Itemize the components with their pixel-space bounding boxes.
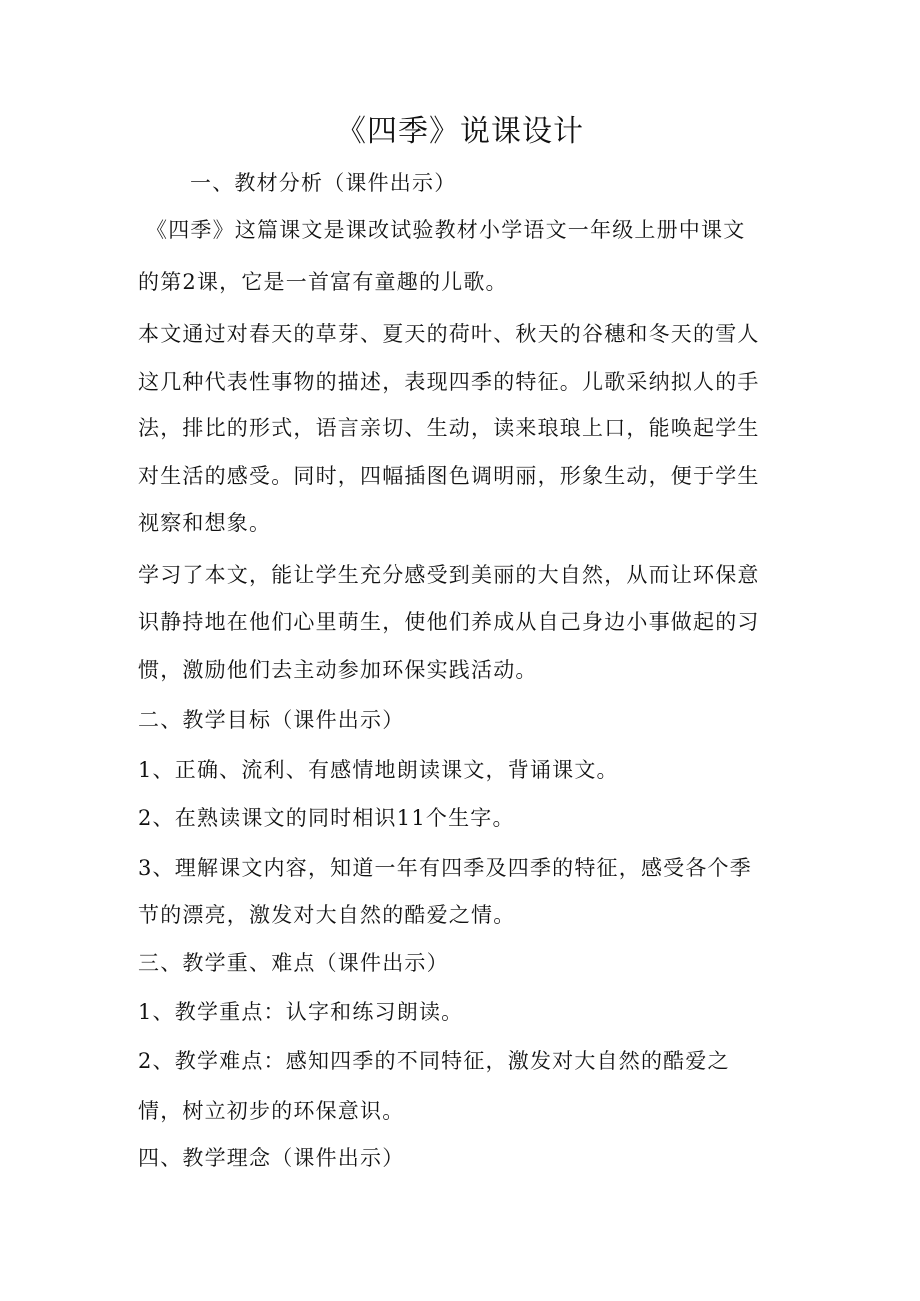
paragraph-line: 学习了本文，能让学生充分感受到美丽的大自然，从而让环保意 xyxy=(138,563,760,587)
list-item: 3、理解课文内容，知道一年有四季及四季的特征，感受各个季 xyxy=(138,856,752,880)
section-heading-textbook-analysis: 一、教材分析（课件出示） xyxy=(190,171,457,195)
paragraph-line: 本文通过对春天的草芽、夏天的荷叶、秋天的谷穗和冬天的雪人 xyxy=(138,322,760,346)
list-item-continuation: 情，树立初步的环保意识。 xyxy=(138,1099,405,1123)
paragraph-line: 惯，激励他们去主动参加环保实践活动。 xyxy=(138,658,538,682)
section-heading-teaching-goals: 二、教学目标（课件出示） xyxy=(138,708,405,732)
section-heading-key-points: 三、教学重、难点（课件出示） xyxy=(138,951,449,975)
section-heading-teaching-philosophy: 四、教学理念（课件出示） xyxy=(138,1146,405,1170)
list-item: 1、正确、流利、有感情地朗读课文，背诵课文。 xyxy=(138,758,619,782)
paragraph-line: 视察和想象。 xyxy=(138,511,272,535)
paragraph-line: 《四季》这篇课文是课改试验教材小学语文一年级上册中课文 xyxy=(146,218,746,242)
list-item: 1、教学重点：认字和练习朗读。 xyxy=(138,1000,464,1024)
list-item-continuation: 节的漂亮，激发对大自然的酷爱之情。 xyxy=(138,903,516,927)
paragraph-line: 这几种代表性事物的描述，表现四季的特征。儿歌采纳拟人的手 xyxy=(138,370,760,394)
paragraph-line: 的第2课，它是一首富有童趣的儿歌。 xyxy=(138,270,508,294)
paragraph-line: 法，排比的形式，语言亲切、生动，读来琅琅上口，能唤起学生 xyxy=(138,416,760,440)
paragraph-line: 识静持地在他们心里萌生，使他们养成从自己身边小事做起的习 xyxy=(138,610,760,634)
paragraph-line: 对生活的感受。同时，四幅插图色调明丽，形象生动，便于学生 xyxy=(138,464,760,488)
document-title: 《四季》说课设计 xyxy=(336,114,584,149)
list-item: 2、教学难点：感知四季的不同特征，激发对大自然的酷爱之 xyxy=(138,1049,730,1073)
list-item: 2、在熟读课文的同时相识11个生字。 xyxy=(138,806,515,830)
